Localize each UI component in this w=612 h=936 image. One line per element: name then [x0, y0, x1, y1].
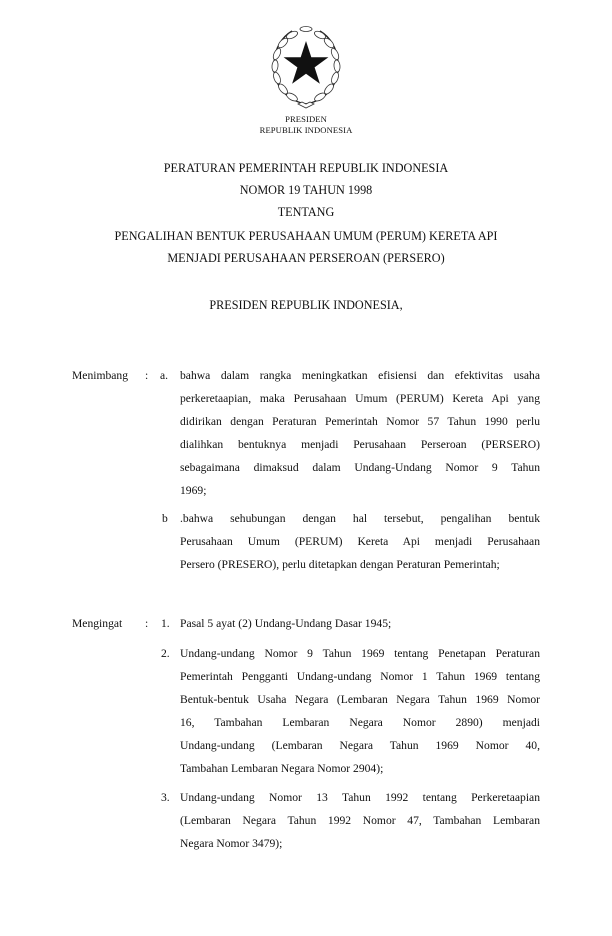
item-line: Tambahan Lembaran Negara Nomor 2904); [180, 762, 384, 775]
item-line: bahwa dalam rangka meningkatkan efisiensi dan efektivitas usaha [180, 369, 540, 382]
item-line: Undang-undang Nomor 13 Tahun 1992 tentang Perkeretaapian [180, 791, 540, 804]
item-marker: 3. [161, 791, 170, 804]
emblem-caption-presiden: PRESIDEN [285, 114, 327, 124]
regulation-subject-line2: MENJADI PERUSAHAAN PERSEROAN (PERSERO) [167, 251, 445, 265]
presidential-emblem-icon [266, 24, 346, 110]
regulation-number: NOMOR 19 TAHUN 1998 [239, 183, 373, 197]
regulation-about-label: TENTANG [277, 205, 335, 219]
item-marker: b [162, 512, 168, 525]
item-line: Pemerintah Pengganti Undang-undang Nomor 1 Tahun 1969 tentang [180, 670, 540, 683]
section-label: Menimbang [72, 369, 129, 382]
item-marker: 2. [161, 647, 170, 660]
item-line: didirikan dengan Peraturan Pemerintah Nomor 57 Tahun 1990 perlu [180, 415, 540, 428]
item-line: Perusahaan Umum (PERUM) Kereta Api menjadi Perusahaan [180, 535, 540, 548]
issuer-heading: PRESIDEN REPUBLIK INDONESIA, [209, 298, 403, 312]
item-marker: 1. [161, 617, 170, 630]
item-line: .bahwa sehubungan dengan hal tersebut, pengalihan bentuk [180, 512, 540, 525]
item-marker: a. [160, 369, 169, 382]
section-colon: : [145, 617, 149, 630]
section-colon: : [145, 369, 149, 382]
item-line: Undang-undang (Lembaran Negara Tahun 1969 Nomor 40, [180, 739, 540, 752]
regulation-title: PERATURAN PEMERINTAH REPUBLIK INDONESIA [163, 161, 449, 175]
regulation-subject-line1: PENGALIHAN BENTUK PERUSAHAAN UMUM (PERUM) KERETA API [114, 229, 498, 243]
item-line: 1969; [180, 484, 207, 497]
item-line: Bentuk-bentuk Usaha Negara (Lembaran Negara Tahun 1969 Nomor [180, 693, 540, 706]
item-line: dialihkan bentuknya menjadi Perusahaan Perseroan (PERSERO) [180, 438, 540, 451]
item-line: Pasal 5 ayat (2) Undang-Undang Dasar 1945; [180, 617, 392, 630]
item-line: Negara Nomor 3479); [180, 837, 283, 850]
emblem-caption-republik: REPUBLIK INDONESIA [259, 125, 353, 135]
item-line: perkeretaapian, maka Perusahaan Umum (PERUM) Kereta Api yang [180, 392, 540, 405]
item-line: Persero (PRESERO), perlu ditetapkan dengan Peraturan Pemerintah; [180, 558, 500, 571]
item-line: Undang-undang Nomor 9 Tahun 1969 tentang Penetapan Peraturan [180, 647, 540, 660]
section-label: Mengingat [72, 617, 123, 630]
item-line: sebagaimana dimaksud dalam Undang-Undang Nomor 9 Tahun [180, 461, 540, 474]
item-line: (Lembaran Negara Tahun 1992 Nomor 47, Tambahan Lembaran [180, 814, 540, 827]
item-line: 16, Tambahan Lembaran Negara Nomor 2890) menjadi [180, 716, 540, 729]
